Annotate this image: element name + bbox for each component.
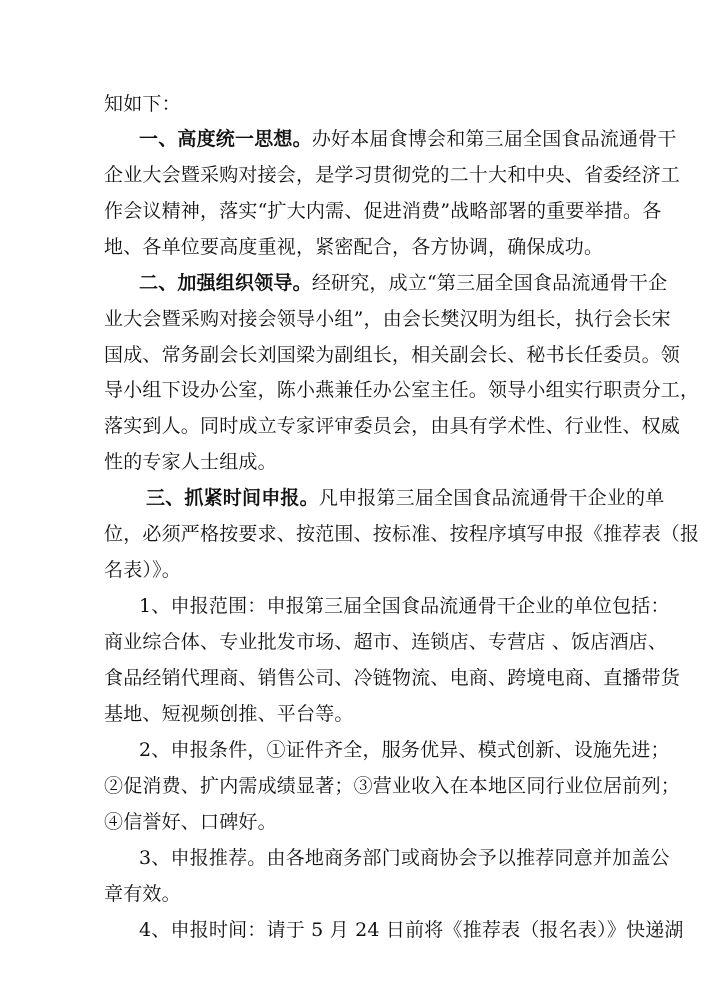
section2-line2: 业大会暨采购对接会领导小组”，由会长樊汉明为组长，执行会长宋 [104, 308, 671, 330]
item1-line3: 食品经销代理商、销售公司、冷链物流、电商、跨境电商、直播带货 [104, 667, 681, 689]
section2-line3: 国成、常务副会长刘国梁为副组长，相关副会长、秘书长任委员。领 [104, 344, 681, 366]
section1-line1-text: 办好本届食博会和第三届全国食品流通骨干 [311, 128, 677, 150]
item3-line1: 3、申报推荐。由各地商务部门或商协会予以推荐同意并加盖公 [139, 847, 670, 869]
item2-line3: ④信誉好、口碑好。 [104, 811, 277, 833]
item2-line2: ②促消费、扩内需成绩显著；③营业收入在本地区同行业位居前列； [104, 775, 681, 797]
section1-line1 [139, 127, 677, 151]
section2-line5: 落实到人。同时成立专家评审委员会，由具有学术性、行业性、权威 [104, 415, 681, 437]
item1-line1: 1、申报范围：申报第三届全国食品流通骨干企业的单位包括： [139, 595, 670, 617]
section3-line2: 位，必须严格按要求、按范围、按标准、按程序填写申报《推荐表（报 [104, 523, 700, 545]
section3-line3: 名表）》。 [104, 559, 182, 581]
section2-line1-text: 经研究，成立“第三届全国食品流通骨干企 [311, 272, 668, 294]
section3-line1-text: 凡申报第三届全国食品流通骨干企业的单 [318, 487, 665, 509]
section1-line2: 企业大会暨采购对接会，是学习贯彻党的二十大和中央、省委经济工 [104, 164, 681, 186]
intro-line: 知如下： [104, 93, 181, 115]
section3-line1 [146, 486, 664, 510]
item4-line1: 4、申报时间：请于 5 月 24 日前将《推荐表（报名表）》快递湖 [139, 919, 684, 941]
item1-line2: 商业综合体、专业批发市场、超市、连锁店、专营店 、饭店酒店、 [104, 631, 668, 653]
section3-heading: 三、抓紧时间申报。 [146, 487, 319, 509]
section2-heading: 二、加强组织领导。 [139, 272, 312, 294]
item1-line4: 基地、短视频创推、平台等。 [104, 703, 354, 725]
item2-line1: 2、申报条件，①证件齐全，服务优异、模式创新、设施先进； [139, 739, 670, 761]
section1-line3: 作会议精神，落实“扩大内需、促进消费”战略部署的重要举措。各 [104, 200, 662, 222]
section1-heading: 一、高度统一思想。 [139, 128, 312, 150]
item3-line2: 章有效。 [104, 883, 181, 905]
section1-line4: 地、各单位要高度重视，紧密配合，各方协调，确保成功。 [104, 236, 604, 258]
section2-line4: 导小组下设办公室，陈小燕兼任办公室主任。领导小组实行职责分工， [104, 379, 700, 401]
section2-line6: 性的专家人士组成。 [104, 451, 277, 473]
section2-line1 [139, 271, 667, 295]
